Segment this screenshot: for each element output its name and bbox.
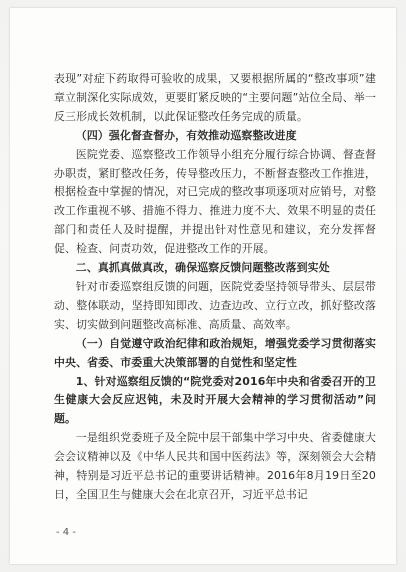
- page-number: - 4 -: [56, 527, 76, 538]
- paragraph: 针对市委巡察组反馈的问题，医院党委坚持领导带头、层层带动、整体联动，坚持即知即改、边查边改、立行立改，抓好整改落实、切实做到问题整改高标准、高质量、高效率。: [54, 279, 376, 331]
- paragraph: 医院党委、巡察整改工作领导小组充分履行综合协调、督查督办职责，紧盯整改任务，传导整改压力，不断督查整改工作推进，根据检查中掌握的情况，对已完成的整改事项逐项对应销号，对整改工作重视不够、措施不得力、推进力度不大、效果不明显的责任部门和责任人及时提醒，并提出针对性意见和建议，充分发挥督促、检查、问责功效，促进整改工作的开展。: [54, 147, 376, 256]
- paragraph: 一是组织党委班子及全院中层干部集中学习中央、省委健康大会会议精神以及《中华人民共和国中医药法》等，深刻领会大会精神，特别是习近平总书记的重要讲话精神。2016年8月19日至20日，全国卫生与健康大会在北京召开，习近平总书记: [54, 431, 376, 501]
- document-body: [54, 70, 376, 505]
- paragraph: 表现”对症下药取得可验收的成果，又要根据所属的“整改事项”建章立制深化实际成效，更要盯紧反映的“主要问题”站位全局、举一反三形成长效机制，以此保证整改任务完成的质量。: [54, 72, 376, 123]
- section-heading: （一）自觉遵守政治纪律和政治规矩，增强党委学习贯彻落实中央、省委、市委重大决策部署的自觉性和坚定性: [54, 336, 376, 369]
- item-heading: 1、针对巡察组反馈的“院党委对2016年中央和省委召开的卫生健康大会反应迟钝，未及时开展大会精神的学习贯彻活动”问题。: [54, 374, 376, 426]
- document-page: [10, 8, 396, 564]
- section-heading: （四）强化督查督办，有效推动巡察整改进度: [75, 128, 297, 142]
- section-heading: 二、真抓真做真改，确保巡察反馈问题整改落到实处: [75, 261, 330, 275]
